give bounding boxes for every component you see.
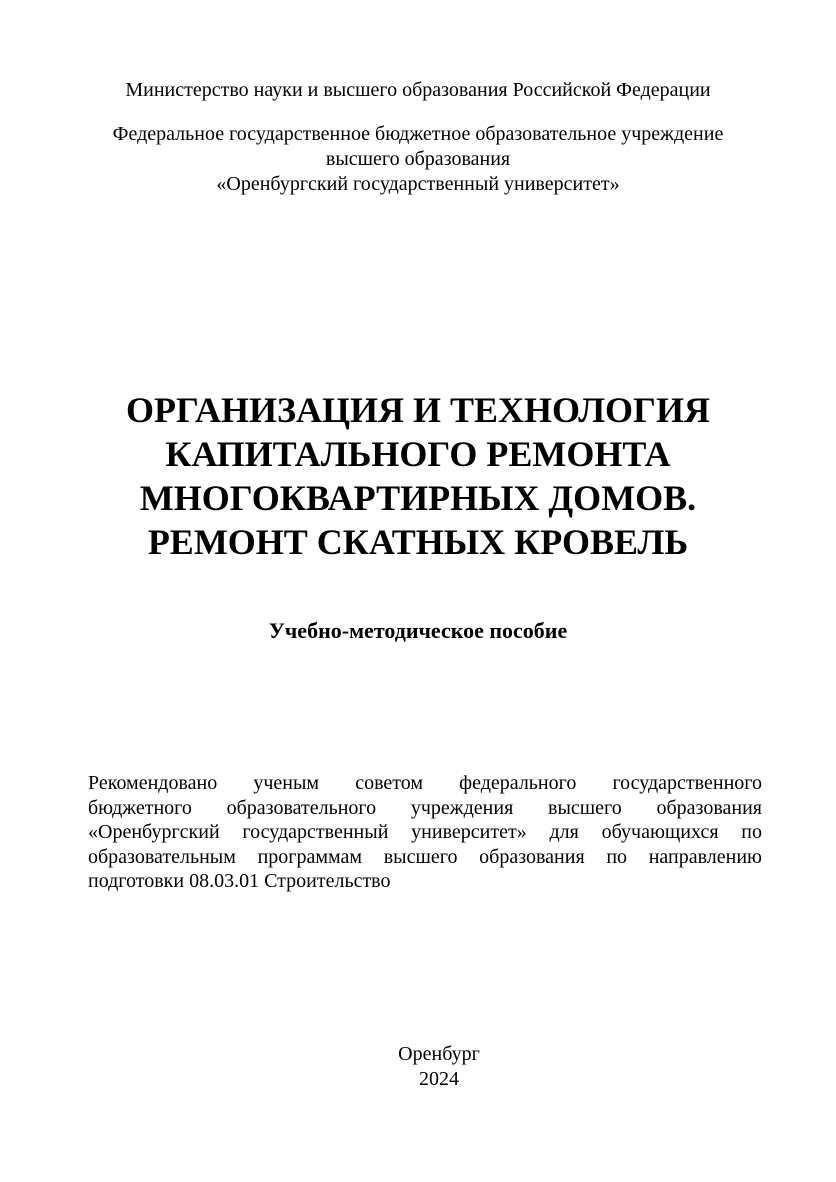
book-subtitle: Учебно-методическое пособие — [268, 618, 568, 643]
institution-line: высшего образования — [325, 148, 511, 170]
book-title-line: КАПИТАЛЬНОГО РЕМОНТА — [165, 434, 671, 474]
recommendation-line: бюджетного образовательного учреждения высшего образования — [88, 796, 762, 819]
book-title-line: МНОГОКВАРТИРНЫХ ДОМОВ. — [139, 478, 697, 518]
imprint-city: Оренбург — [398, 1043, 480, 1065]
book-title-line: ОРГАНИЗАЦИЯ И ТЕХНОЛОГИЯ — [126, 390, 710, 430]
recommendation-line: «Оренбургский государственный университет» для обучающихся по — [88, 821, 762, 843]
ministry-header: Министерство науки и высшего образования Российской Федерации — [125, 79, 711, 101]
recommendation-paragraph — [88, 771, 762, 894]
imprint — [0, 1042, 836, 1092]
institution-line: «Оренбургский государственный университет» — [216, 173, 620, 195]
institution-name — [0, 122, 836, 197]
recommendation-line: подготовки 08.03.01 Строительство — [88, 870, 391, 892]
recommendation-line: образовательным программам высшего образования по направлению — [88, 845, 762, 868]
imprint-inner — [398, 1042, 480, 1092]
book-title — [0, 388, 836, 564]
book-title-line: РЕМОНТ СКАТНЫХ КРОВЕЛЬ — [147, 522, 689, 562]
imprint-year: 2024 — [418, 1068, 459, 1090]
recommendation-line: Рекомендовано ученым советом федерального государственного — [88, 772, 762, 794]
institution-line: Федеральное государственное бюджетное образовательное учреждение — [112, 123, 724, 145]
